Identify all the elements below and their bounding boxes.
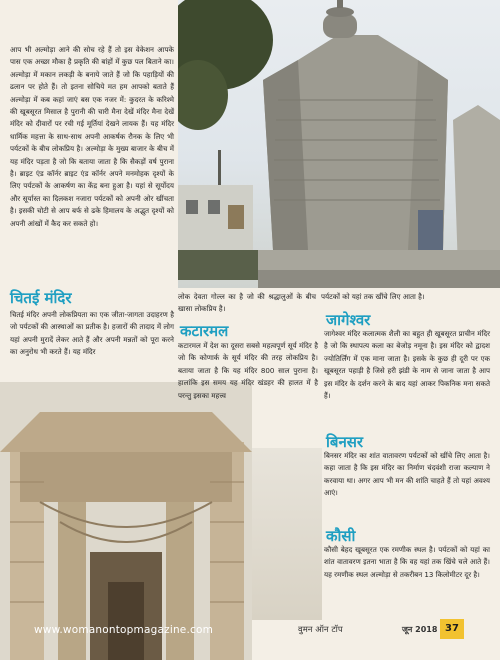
chitai-heading: चितई मंदिर bbox=[10, 289, 72, 307]
caption-right: पर्यटकों को यहां तक खींचे लिए आता है। bbox=[321, 292, 425, 301]
magazine-url[interactable]: www.womanontopmagazine.com bbox=[34, 624, 214, 636]
kausani-text: कौसी बेहद खूबसूरत एक रमणीक स्थल है। पर्यटकों को यहां का शांत वातावरण इतना भाता है कि वह यहां तक खिंचे चले आते हैं। यह रमणीक स्थल अल्मोड़ा से तकरीबन 13 किलोमीटर दूर है। bbox=[324, 545, 490, 579]
shrine-photo bbox=[0, 382, 252, 660]
jageshwar-heading: जागेश्वर bbox=[326, 311, 371, 329]
katarmal-heading: कटारमल bbox=[180, 322, 229, 340]
page-number: 37 bbox=[440, 619, 464, 639]
building-background bbox=[252, 448, 322, 620]
binsar-text: बिनसर मंदिर का शांत वातावरण पर्यटकों को खींचे लिए आता है। कहा जाता है कि इस मंदिर का निर्माण चंदवंशी राजा कल्याण ने करवाया था। अगर आप भी मन की शांति चाहते हैं तो यहां अवश्य आएं। bbox=[324, 451, 490, 498]
intro-text: आप भी अल्मोड़ा आने की सोच रहे हैं तो इस वेकेशन आपके पास एक अच्छा मौका है प्रकृति की बांहों में कुछ पल बिताने का। अल्मोड़ा में मकान लकड़ी के बनाये जाते हैं जो कि पहाड़ियों की ढलान पर होते हैं। तो इतना सोचिये मत हम आपको बताते हैं अल्मोड़ा में कब कहां जाएं बस एक नजर में: कुदरत के करिश्मे की खूबसूरत मिसाल है पुरानी की चारी मैना देखें मंदिर मैना देखें मंदिर को दीवारों पर रची गई मूर्तियां देखने लायक हैं। यह मंदिर धार्मिक महत्ता के साथ-साथ अपनी आकर्षक रौनक के लिए भी पर्यटकों के बीच लोकप्रिय है। अल्मोड़ा के मुख्य बाजार के बीच में यह मंदिर पड़ता है जो कि बताया जाता है कि सैकड़ों वर्ष पुराना है। ब्राइट एंड कॉर्नर ब्राइट एंड कॉर्नर अपने मनमोहक दृश्यों के लिए पर्यटकों के आकर्षण का केंद्र बना हुआ है। यहां से सूर्योदय और सूर्यास्त का दिलकश नजारा पर्यटकों को अपनी ओर खींचता है। इसकी चोटी से आप बर्फ से ढके हिमालय के अद्भुत दृश्यों को अपनी आंखों में कैद कर सकते हो। bbox=[10, 45, 174, 228]
issue-date: जून 2018 bbox=[402, 625, 438, 634]
chitai-text: चितई मंदिर अपनी लोकप्रियता का एक जीता-जागता उदाहरण है जो पर्यटकों की आस्थाओं का प्रतीक है। हजारों की तादाद में लोग यहां अपनी मुरादें लेकर आते हैं और अपनी मन्नतों को पूरा करने का अनुरोध भी करते हैं। यह मंदिर bbox=[10, 310, 174, 357]
shrine-illustration bbox=[0, 382, 252, 660]
temple-illustration bbox=[178, 0, 500, 288]
jageshwar-text: जागेश्वर मंदिर कलात्मक शैली का बहुत ही खूबसूरत प्राचीन मंदिर है जो कि स्थापत्य कला का बेजोड़ नमूना है। इस मंदिर को द्वादश ज्योतिर्लिंग में एक माना जाता है। इसके के कुछ ही दूरी पर एक खूबसूरत पहाड़ी है जिसे हरी झंडी के नाम से जाना जाता है आप इस मंदिर के दर्शन करने के बाद यहां आकर पिकनिक मना सकते हैं। bbox=[324, 329, 490, 401]
binsar-heading: बिनसर bbox=[326, 433, 364, 451]
kausani-heading: कौसी bbox=[326, 527, 356, 545]
caption-mid: लोक देवता गोल्ल का है जो की श्रद्धालुओं के बीच खासा लोकप्रिय है। bbox=[178, 292, 316, 314]
temple-photo bbox=[178, 0, 500, 288]
katarmal-text: कटारमल में देश का दूसरा सबसे महत्वपूर्ण सूर्य मंदिर है जो कि कोणार्क के सूर्य मंदिर की तरह लोकप्रिय है। बताया जाता है कि यह मंदिर 800 साल पुराना है। हालांकि इस समय यह मंदिर खंडहर की हालत में है परन्तु इसका महत्त्व bbox=[178, 341, 318, 400]
magazine-brand: वुमन ऑन टॉप bbox=[298, 625, 343, 635]
